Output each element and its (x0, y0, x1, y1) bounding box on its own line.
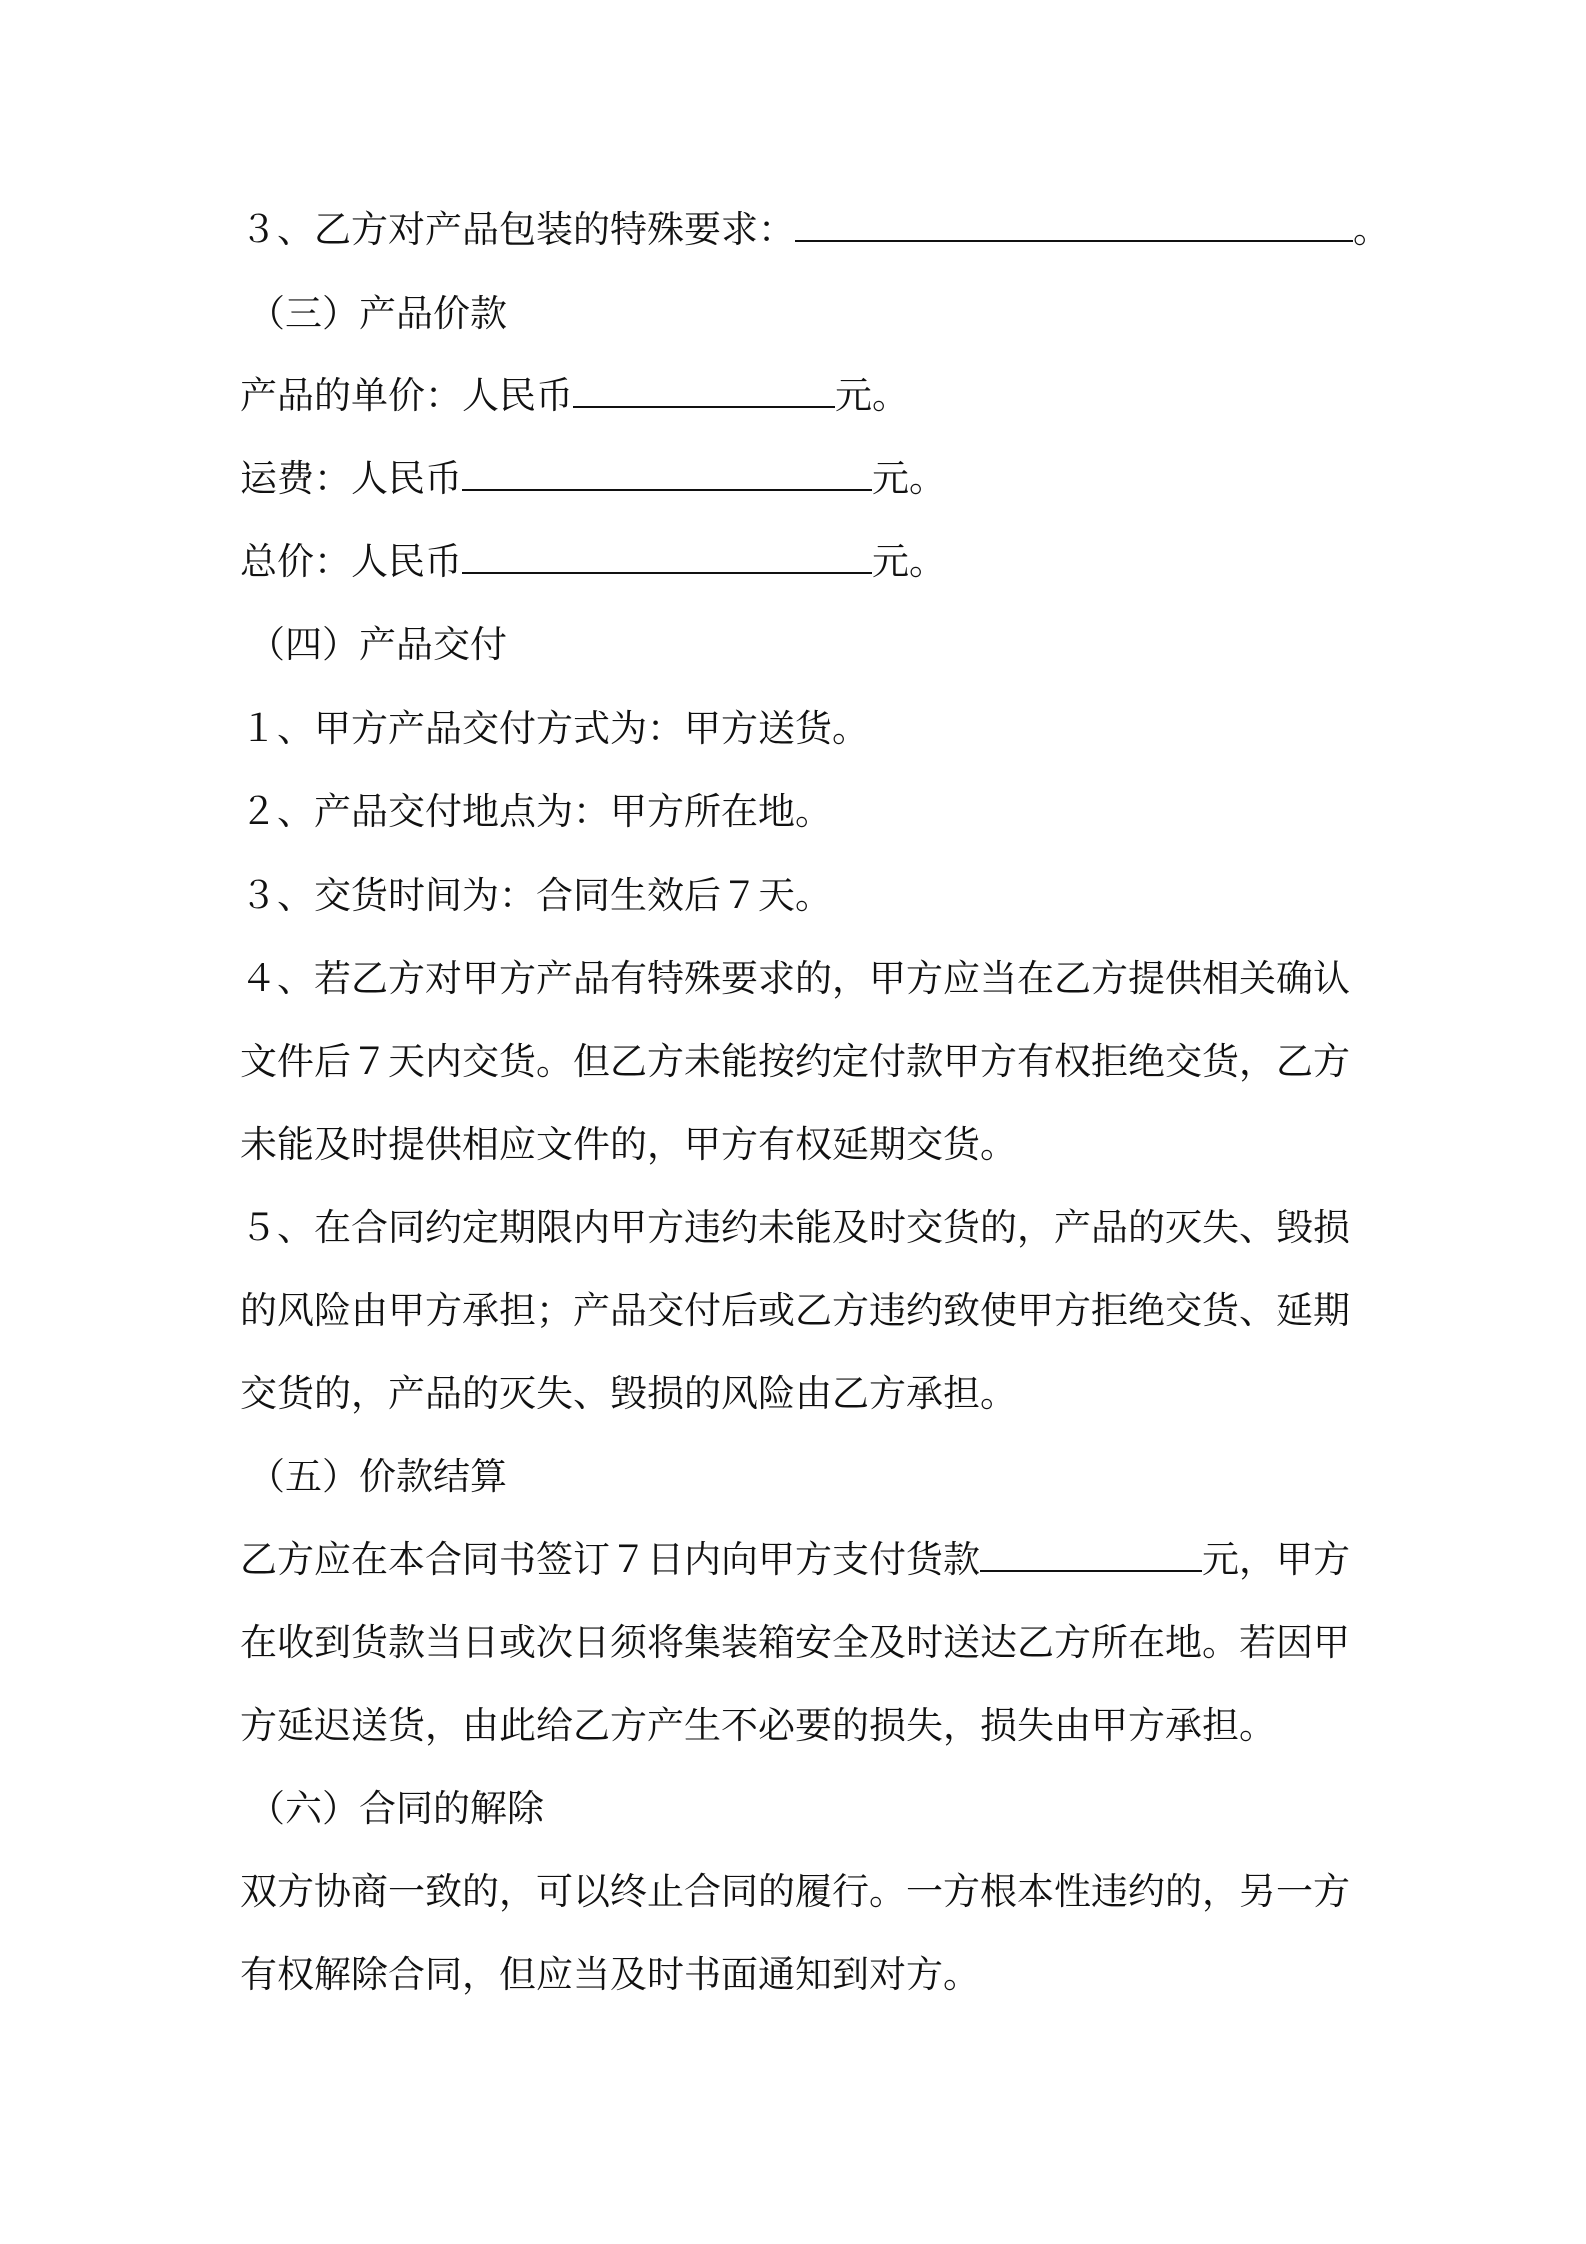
freight-blank (462, 455, 872, 491)
unit-price-suffix: 元。 (835, 374, 909, 417)
delivery-clause-1: １、甲方产品交付方式为：甲方送货。 (240, 707, 869, 750)
section-5-title: （五）价款结算 (248, 1455, 507, 1498)
delivery-clause-4-line-3: 未能及时提供相应文件的，甲方有权延期交货。 (240, 1123, 1017, 1166)
packaging-requirement-line (240, 206, 1390, 254)
settlement-amount-blank (980, 1536, 1202, 1572)
packaging-requirement-blank (795, 206, 1353, 242)
packaging-requirement-label: ３、乙方对产品包装的特殊要求： (240, 208, 795, 251)
unit-price-blank (573, 372, 835, 408)
delivery-clause-3: ３、交货时间为：合同生效后７天。 (240, 874, 832, 917)
delivery-clause-4-line-2: 文件后７天内交货。但乙方未能按约定付款甲方有权拒绝交货，乙方 (240, 1040, 1350, 1083)
delivery-clause-2: ２、产品交付地点为：甲方所在地。 (240, 790, 832, 833)
freight-label: 运费：人民币 (240, 457, 462, 500)
section-3-title: （三）产品价款 (248, 292, 507, 335)
freight-suffix: 元。 (872, 457, 946, 500)
freight-line (240, 455, 1350, 503)
total-price-line (240, 538, 1350, 586)
total-price-label: 总价：人民币 (240, 540, 462, 583)
total-price-blank (462, 538, 872, 574)
settlement-suffix: 元，甲方 (1202, 1538, 1350, 1581)
settlement-line-3: 方延迟送货，由此给乙方产生不必要的损失，损失由甲方承担。 (240, 1704, 1276, 1747)
settlement-line-1 (240, 1536, 1350, 1584)
delivery-clause-5-line-3: 交货的，产品的灭失、毁损的风险由乙方承担。 (240, 1372, 1017, 1415)
settlement-line-2: 在收到货款当日或次日须将集装箱安全及时送达乙方所在地。若因甲 (240, 1621, 1350, 1664)
delivery-clause-5-line-2: 的风险由甲方承担；产品交付后或乙方违约致使甲方拒绝交货、延期 (240, 1289, 1350, 1332)
settlement-label: 乙方应在本合同书签订７日内向甲方支付货款 (240, 1538, 980, 1581)
section-6-title: （六）合同的解除 (248, 1787, 544, 1830)
unit-price-label: 产品的单价：人民币 (240, 374, 573, 417)
unit-price-line (240, 372, 1350, 420)
termination-line-1: 双方协商一致的，可以终止合同的履行。一方根本性违约的，另一方 (240, 1870, 1350, 1913)
termination-line-2: 有权解除合同，但应当及时书面通知到对方。 (240, 1953, 980, 1996)
section-4-title: （四）产品交付 (248, 623, 507, 666)
packaging-requirement-suffix: 。 (1353, 208, 1390, 251)
delivery-clause-4-line-1: ４、若乙方对甲方产品有特殊要求的，甲方应当在乙方提供相关确认 (240, 957, 1350, 1000)
total-price-suffix: 元。 (872, 540, 946, 583)
delivery-clause-5-line-1: ５、在合同约定期限内甲方违约未能及时交货的，产品的灭失、毁损 (240, 1206, 1350, 1249)
